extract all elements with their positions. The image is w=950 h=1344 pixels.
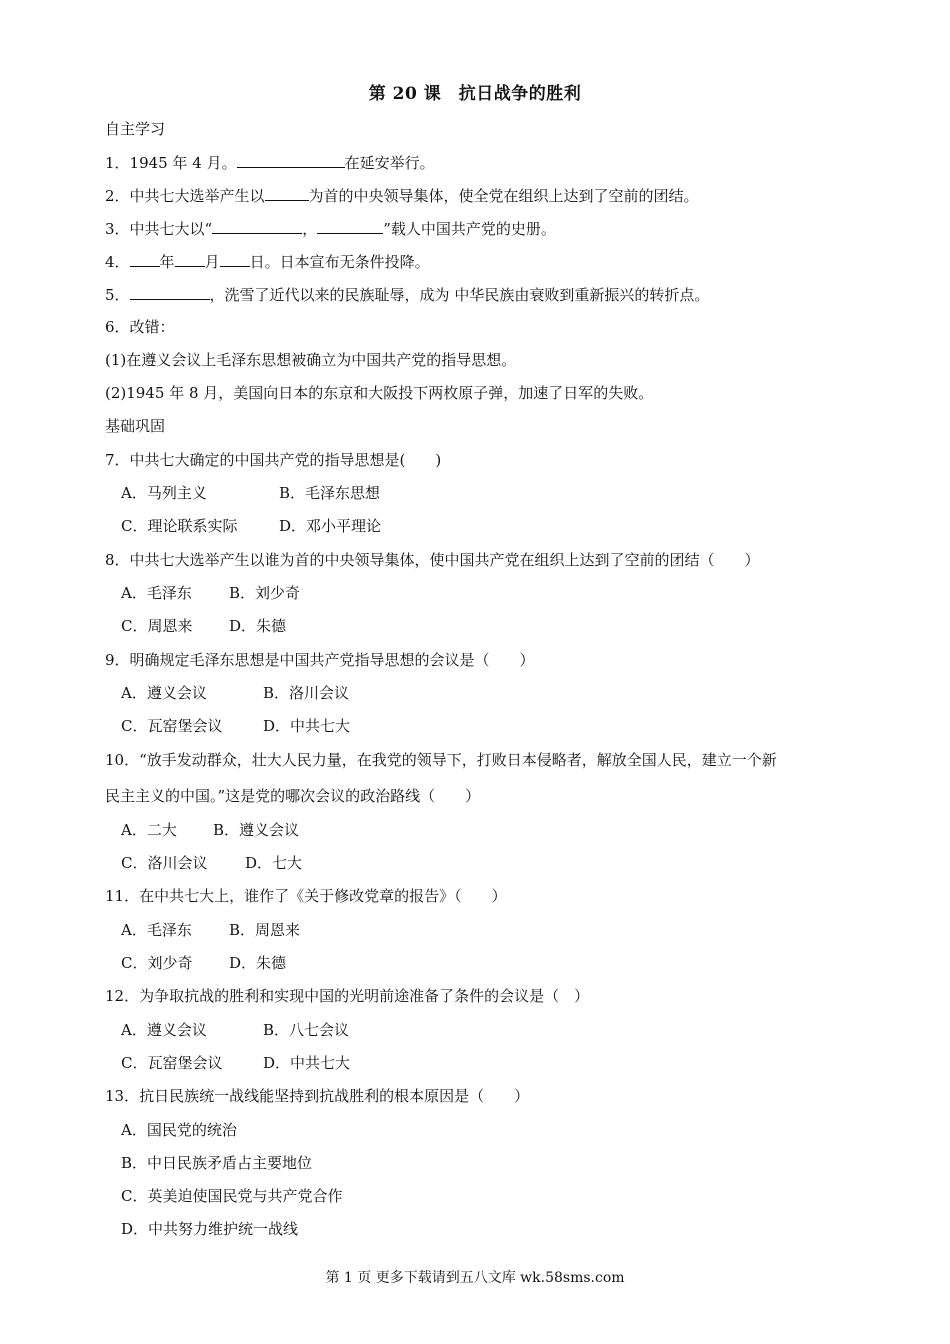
option-a: A．毛泽东 bbox=[121, 921, 192, 939]
q2-prefix: 2．中共七大选举产生以 bbox=[105, 187, 265, 205]
question-7-options-row-1 bbox=[121, 483, 380, 503]
question-6-item-1: (1)在遵义会议上毛泽东思想被确立为中国共产党的指导思想。 bbox=[105, 351, 517, 369]
question-6-label: 6．改错： bbox=[105, 318, 175, 336]
question-10-options-row-1 bbox=[121, 820, 299, 840]
question-5 bbox=[105, 284, 709, 305]
option-d: D．中共七大 bbox=[263, 1054, 351, 1072]
section-heading-consolidation: 基础巩固 bbox=[105, 417, 166, 435]
q1-suffix: 在延安举行。 bbox=[344, 154, 435, 172]
question-2 bbox=[105, 185, 699, 206]
question-8-options-row-1 bbox=[121, 583, 300, 603]
option-d: D．朱德 bbox=[229, 617, 287, 635]
question-13-stem: 13．抗日民族统一战线能坚持到抗战胜利的根本原因是（ ） bbox=[105, 1087, 530, 1105]
question-11-options-row-1 bbox=[121, 920, 300, 940]
option-c: C．周恩来 bbox=[121, 617, 193, 635]
option-b: B．周恩来 bbox=[229, 921, 301, 939]
q3-mid: ， bbox=[302, 220, 318, 238]
question-13-option-b: B．中日民族矛盾占主要地位 bbox=[121, 1154, 313, 1172]
option-d: D．邓小平理论 bbox=[279, 517, 382, 535]
option-a: A．遵义会议 bbox=[121, 1021, 207, 1039]
q4-year: 年 bbox=[159, 253, 175, 271]
question-10-options-row-2 bbox=[121, 853, 302, 873]
q3-prefix: 3．中共七大以“ bbox=[105, 220, 213, 238]
answer-blank bbox=[317, 218, 383, 234]
option-d: D．七大 bbox=[245, 854, 303, 872]
question-13-option-c: C．英美迫使国民党与共产党合作 bbox=[121, 1187, 343, 1205]
answer-blank bbox=[130, 284, 210, 300]
answer-blank bbox=[130, 251, 160, 267]
option-d: D．朱德 bbox=[229, 954, 287, 972]
answer-blank bbox=[237, 152, 345, 168]
question-7-stem: 7．中共七大确定的中国共产党的指导思想是( ) bbox=[105, 451, 442, 469]
option-c: C．瓦窑堡会议 bbox=[121, 717, 223, 735]
option-b: B．毛泽东思想 bbox=[279, 484, 381, 502]
option-c: C．洛川会议 bbox=[121, 854, 208, 872]
q5-prefix: 5． bbox=[105, 286, 130, 304]
question-10-stem-line-1: 10．“放手发动群众，壮大人民力量，在我党的领导下，打败日本侵略者，解放全国人民，建立一个新 bbox=[105, 751, 777, 769]
question-8-stem: 8．中共七大选举产生以谁为首的中央领导集体，使中国共产党在组织上达到了空前的团结（ ） bbox=[105, 551, 760, 569]
q4-prefix: 4． bbox=[105, 253, 130, 271]
option-c: C．理论联系实际 bbox=[121, 517, 238, 535]
question-4 bbox=[105, 251, 430, 272]
question-12-stem: 12．为争取抗战的胜利和实现中国的光明前途准备了条件的会议是（ ） bbox=[105, 987, 590, 1005]
question-11-stem: 11．在中共七大上，谁作了《关于修改党章的报告》（ ） bbox=[105, 887, 507, 905]
question-11-options-row-2 bbox=[121, 953, 286, 973]
q2-suffix: 为首的中央领导集体，使全党在组织上达到了空前的团结。 bbox=[308, 187, 699, 205]
option-a: A．马列主义 bbox=[121, 484, 207, 502]
question-9-options-row-2 bbox=[121, 716, 350, 736]
question-8-options-row-2 bbox=[121, 616, 286, 636]
page-title: 第 20 课 抗日战争的胜利 bbox=[368, 84, 582, 104]
answer-blank bbox=[212, 218, 302, 234]
option-b: B．遵义会议 bbox=[213, 821, 300, 839]
answer-blank bbox=[175, 251, 205, 267]
section-heading-self-study: 自主学习 bbox=[105, 120, 166, 138]
question-7-options-row-2 bbox=[121, 516, 381, 536]
question-9-stem: 9．明确规定毛泽东思想是中国共产党指导思想的会议是（ ） bbox=[105, 651, 535, 669]
page-footer: 第 1 页 更多下载请到五八文库 wk.58sms.com bbox=[325, 1270, 625, 1286]
option-c: C．瓦窑堡会议 bbox=[121, 1054, 223, 1072]
question-10-stem-line-2: 民主主义的中国。”这是党的哪次会议的政治路线（ ） bbox=[105, 787, 481, 805]
question-9-options-row-1 bbox=[121, 683, 349, 703]
answer-blank bbox=[265, 185, 309, 201]
q1-prefix: 1．1945 年 4 月。 bbox=[105, 154, 237, 172]
question-12-options-row-2 bbox=[121, 1053, 350, 1073]
option-a: A．二大 bbox=[121, 821, 177, 839]
answer-blank bbox=[220, 251, 250, 267]
option-b: B．八七会议 bbox=[263, 1021, 350, 1039]
q4-month: 月 bbox=[204, 253, 220, 271]
option-a: A．遵义会议 bbox=[121, 684, 207, 702]
q3-suffix: ”载人中国共产党的史册。 bbox=[383, 220, 556, 238]
question-1 bbox=[105, 152, 435, 173]
q5-suffix: ，洗雪了近代以来的民族耻辱，成为 中华民族由衰败到重新振兴的转折点。 bbox=[209, 286, 710, 304]
question-12-options-row-1 bbox=[121, 1020, 349, 1040]
question-13-option-d: D．中共努力维护统一战线 bbox=[121, 1220, 299, 1238]
q4-day: 日。日本宣布无条件投降。 bbox=[249, 253, 430, 271]
question-13-option-a: A．国民党的统治 bbox=[121, 1121, 237, 1139]
option-b: B．刘少奇 bbox=[229, 584, 301, 602]
option-a: A．毛泽东 bbox=[121, 584, 192, 602]
option-b: B．洛川会议 bbox=[263, 684, 350, 702]
option-c: C．刘少奇 bbox=[121, 954, 193, 972]
question-6-item-2: (2)1945 年 8 月，美国向日本的东京和大阪投下两枚原子弹，加速了日军的失败。 bbox=[105, 384, 654, 402]
question-3 bbox=[105, 218, 556, 239]
option-d: D．中共七大 bbox=[263, 717, 351, 735]
